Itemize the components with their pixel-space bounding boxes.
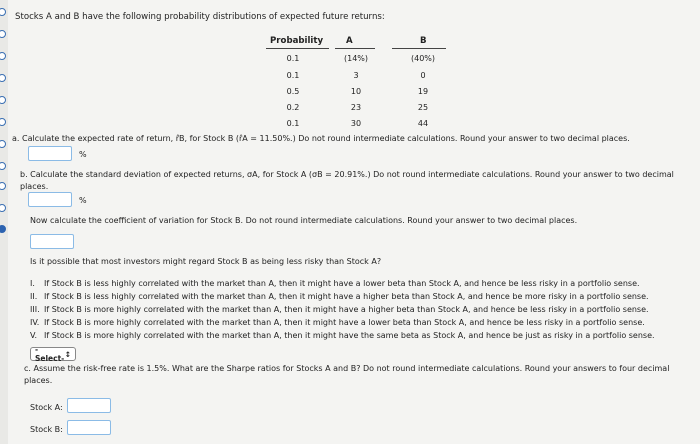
table-header-rule	[335, 48, 375, 49]
statement-number: V.	[30, 331, 37, 340]
nav-step-dot[interactable]	[0, 182, 6, 190]
nav-step-dot-active[interactable]	[0, 225, 6, 233]
percent-unit: %	[79, 196, 87, 205]
table-cell: 30	[350, 119, 362, 128]
nav-step-dot[interactable]	[0, 52, 6, 60]
table-cell: 44	[417, 119, 429, 128]
statement-item	[30, 318, 645, 327]
table-header-probability: Probability	[270, 36, 324, 46]
table-cell: 19	[417, 87, 429, 96]
nav-step-dot[interactable]	[0, 74, 6, 82]
statement-text: If Stock B is more highly correlated with the market than A, then it might have a lower beta than Stock A, and hence be less risky in a portfolio sense.	[44, 318, 645, 327]
nav-step-dot[interactable]	[0, 96, 6, 104]
percent-unit: %	[79, 150, 87, 159]
table-cell: 0.1	[286, 54, 300, 63]
table-cell: 23	[350, 103, 362, 112]
table-cell: 3	[353, 71, 359, 80]
stock-b-label: Stock B:	[30, 425, 63, 434]
question-c-text: c. Assume the risk-free rate is 1.5%. What are the Sharpe ratios for Stocks A and B? Do not round intermediate calculations. Round your answers to four decimal places.	[24, 364, 670, 385]
table-cell: 10	[350, 87, 362, 96]
statement-number: I.	[30, 279, 35, 288]
nav-step-dot[interactable]	[0, 162, 6, 170]
std-dev-a-input[interactable]	[28, 192, 72, 207]
question-b-text: b. Calculate the standard deviation of expected returns, σA, for Stock A (σB = 20.91%.) Do not round intermediate calculations. Round your answer to two decimal places.	[20, 170, 674, 191]
statement-item	[30, 305, 649, 314]
table-cell: 0	[420, 71, 426, 80]
table-cell: 0.5	[286, 87, 300, 96]
statement-text: If Stock B is more highly correlated with the market than A, then it might have a higher beta than Stock A, and hence be less risky in a portfolio sense.	[44, 305, 649, 314]
statement-text: If Stock B is more highly correlated with the market than A, then it might have the same beta as Stock A, and hence be just as risky in a portfolio sense.	[44, 331, 655, 340]
table-header-rule	[266, 48, 329, 49]
table-cell: (40%)	[410, 54, 436, 63]
dropdown-arrows-icon: ↕	[64, 349, 71, 359]
coefficient-of-variation-text: Now calculate the coefficient of variation for Stock B. Do not round intermediate calculations. Round your answer to two decimal places.	[30, 216, 578, 225]
statement-number: II.	[30, 292, 38, 301]
table-cell: (14%)	[343, 54, 369, 63]
nav-step-dot[interactable]	[0, 204, 6, 212]
coefficient-of-variation-input[interactable]	[30, 234, 74, 249]
statement-number: IV.	[30, 318, 40, 327]
table-header-b: B	[420, 36, 427, 46]
nav-step-dot[interactable]	[0, 8, 6, 16]
left-navigation-strip	[0, 0, 8, 444]
statement-select-dropdown[interactable]	[30, 347, 76, 361]
expected-return-b-input[interactable]	[28, 146, 72, 161]
question-a-text: a. Calculate the expected rate of return, r̂B, for Stock B (r̂A = 11.50%.) Do not round intermediate calculations. Round your answer to two decimal places.	[12, 134, 630, 143]
select-value: -Select-	[35, 345, 65, 363]
statement-number: III.	[30, 305, 40, 314]
nav-step-dot[interactable]	[0, 30, 6, 38]
statement-text: If Stock B is less highly correlated with the market than A, then it might have a lower beta than Stock A, and hence be less risky in a portfolio sense.	[44, 279, 640, 288]
table-header-a: A	[346, 36, 353, 46]
table-cell: 0.2	[286, 103, 300, 112]
statement-item	[30, 279, 640, 288]
problem-intro: Stocks A and B have the following probability distributions of expected future returns:	[15, 12, 385, 22]
sharpe-ratio-a-input[interactable]	[67, 398, 111, 413]
statement-item	[30, 331, 655, 340]
table-cell: 25	[417, 103, 429, 112]
statement-item	[30, 292, 649, 301]
stock-a-label: Stock A:	[30, 403, 63, 412]
risk-question-text: Is it possible that most investors might regard Stock B as being less risky than Stock A?	[30, 257, 382, 266]
nav-step-dot[interactable]	[0, 140, 6, 148]
statement-text: If Stock B is less highly correlated with the market than A, then it might have a higher beta than Stock A, and hence be more risky in a portfolio sense.	[44, 292, 649, 301]
table-cell: 0.1	[286, 119, 300, 128]
table-header-rule	[392, 48, 446, 49]
nav-step-dot[interactable]	[0, 118, 6, 126]
table-cell: 0.1	[286, 71, 300, 80]
sharpe-ratio-b-input[interactable]	[67, 420, 111, 435]
